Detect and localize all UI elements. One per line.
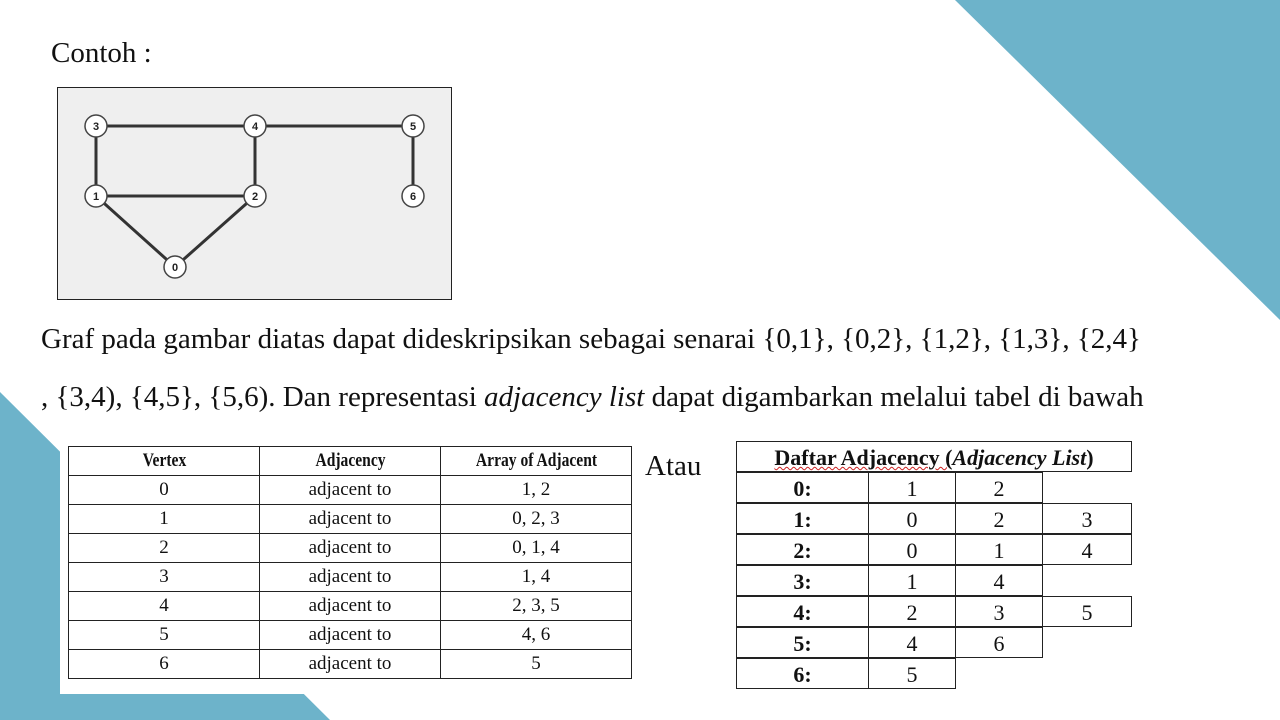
list-neighbor-cell: 4 bbox=[955, 565, 1043, 596]
cell-array: 5 bbox=[441, 650, 632, 679]
header-adjacency: Adjacency bbox=[276, 447, 424, 476]
table-row bbox=[69, 592, 632, 621]
table-row bbox=[69, 476, 632, 505]
list-neighbor-cell: 4 bbox=[868, 627, 956, 658]
title-term: Adjacency List bbox=[952, 445, 1087, 470]
table-header-row bbox=[69, 447, 632, 476]
list-neighbor-cell: 5 bbox=[868, 658, 956, 689]
list-neighbor-cell: 3 bbox=[1042, 503, 1132, 534]
graph-edge-0-2 bbox=[175, 196, 255, 267]
graph-node bbox=[244, 115, 266, 137]
cell-vertex: 5 bbox=[69, 621, 260, 650]
cell-adjacency: adjacent to bbox=[260, 592, 441, 621]
list-neighbor-cell: 0 bbox=[868, 534, 956, 565]
graph-figure bbox=[57, 87, 452, 300]
header-array-of-adjacent: Array of Adjacent bbox=[458, 447, 615, 476]
table-row bbox=[69, 621, 632, 650]
description-line-1: Graf pada gambar diatas dapat dideskripsikan sebagai senarai {0,1}, {0,2}, {1,2}, {1,3}, {2,4} bbox=[41, 323, 1141, 355]
graph-node-label: 4 bbox=[251, 121, 259, 133]
title-start: Daftar Adjacency ( bbox=[774, 445, 953, 470]
list-neighbor-cell: 2 bbox=[868, 596, 956, 627]
graph-diagram bbox=[58, 88, 451, 299]
table-row bbox=[69, 505, 632, 534]
table-row bbox=[69, 563, 632, 592]
graph-node-label: 0 bbox=[171, 262, 179, 274]
title-end: ) bbox=[1086, 445, 1094, 470]
table-row bbox=[69, 650, 632, 679]
graph-node-label: 5 bbox=[409, 121, 417, 133]
cell-array: 0, 1, 4 bbox=[441, 534, 632, 563]
graph-node-label: 3 bbox=[92, 121, 100, 133]
table-row bbox=[69, 534, 632, 563]
list-neighbor-cell: 4 bbox=[1042, 534, 1132, 565]
list-neighbor-cell: 2 bbox=[955, 472, 1043, 503]
list-neighbor-cell: 1 bbox=[955, 534, 1043, 565]
description-line-2 bbox=[41, 381, 1144, 414]
list-neighbor-cell: 5 bbox=[1042, 596, 1132, 627]
cell-vertex: 4 bbox=[69, 592, 260, 621]
cell-array: 4, 6 bbox=[441, 621, 632, 650]
graph-node bbox=[244, 185, 266, 207]
adjacency-list-title bbox=[736, 441, 1132, 472]
graph-node-label: 2 bbox=[251, 191, 259, 203]
cell-array: 0, 2, 3 bbox=[441, 505, 632, 534]
cell-adjacency: adjacent to bbox=[260, 534, 441, 563]
description-line-2-end: dapat digambarkan melalui tabel di bawah bbox=[644, 381, 1144, 413]
cell-vertex: 2 bbox=[69, 534, 260, 563]
list-neighbor-cell: 0 bbox=[868, 503, 956, 534]
list-row-label: 6: bbox=[736, 658, 869, 689]
list-row-label: 4: bbox=[736, 596, 869, 627]
list-row-label: 3: bbox=[736, 565, 869, 596]
graph-edge-0-1 bbox=[96, 196, 175, 267]
list-neighbor-cell: 6 bbox=[955, 627, 1043, 658]
list-neighbor-cell: 2 bbox=[955, 503, 1043, 534]
graph-node bbox=[402, 115, 424, 137]
cell-adjacency: adjacent to bbox=[260, 650, 441, 679]
cell-adjacency: adjacent to bbox=[260, 505, 441, 534]
cell-vertex: 0 bbox=[69, 476, 260, 505]
header-vertex: Vertex bbox=[86, 447, 243, 476]
cell-vertex: 6 bbox=[69, 650, 260, 679]
list-neighbor-cell: 1 bbox=[868, 472, 956, 503]
top-right-accent-triangle bbox=[955, 0, 1280, 320]
description-term: adjacency list bbox=[484, 381, 645, 413]
list-neighbor-cell: 3 bbox=[955, 596, 1043, 627]
list-row-label: 5: bbox=[736, 627, 869, 658]
list-row-label: 0: bbox=[736, 472, 869, 503]
graph-node bbox=[402, 185, 424, 207]
cell-array: 1, 4 bbox=[441, 563, 632, 592]
graph-node bbox=[85, 185, 107, 207]
atau-label: Atau bbox=[645, 450, 702, 482]
graph-node-label: 1 bbox=[92, 191, 100, 203]
cell-vertex: 1 bbox=[69, 505, 260, 534]
cell-adjacency: adjacent to bbox=[260, 476, 441, 505]
graph-node bbox=[164, 256, 186, 278]
list-row-label: 1: bbox=[736, 503, 869, 534]
list-row-label: 2: bbox=[736, 534, 869, 565]
slide-title: Contoh : bbox=[51, 37, 152, 69]
cell-adjacency: adjacent to bbox=[260, 621, 441, 650]
cell-adjacency: adjacent to bbox=[260, 563, 441, 592]
graph-node-label: 6 bbox=[409, 191, 417, 203]
cell-array: 2, 3, 5 bbox=[441, 592, 632, 621]
cell-array: 1, 2 bbox=[441, 476, 632, 505]
list-neighbor-cell: 1 bbox=[868, 565, 956, 596]
cell-vertex: 3 bbox=[69, 563, 260, 592]
adjacency-array-table bbox=[68, 446, 632, 679]
description-line-2-start: , {3,4), {4,5}, {5,6). Dan representasi bbox=[41, 381, 485, 413]
graph-node bbox=[85, 115, 107, 137]
